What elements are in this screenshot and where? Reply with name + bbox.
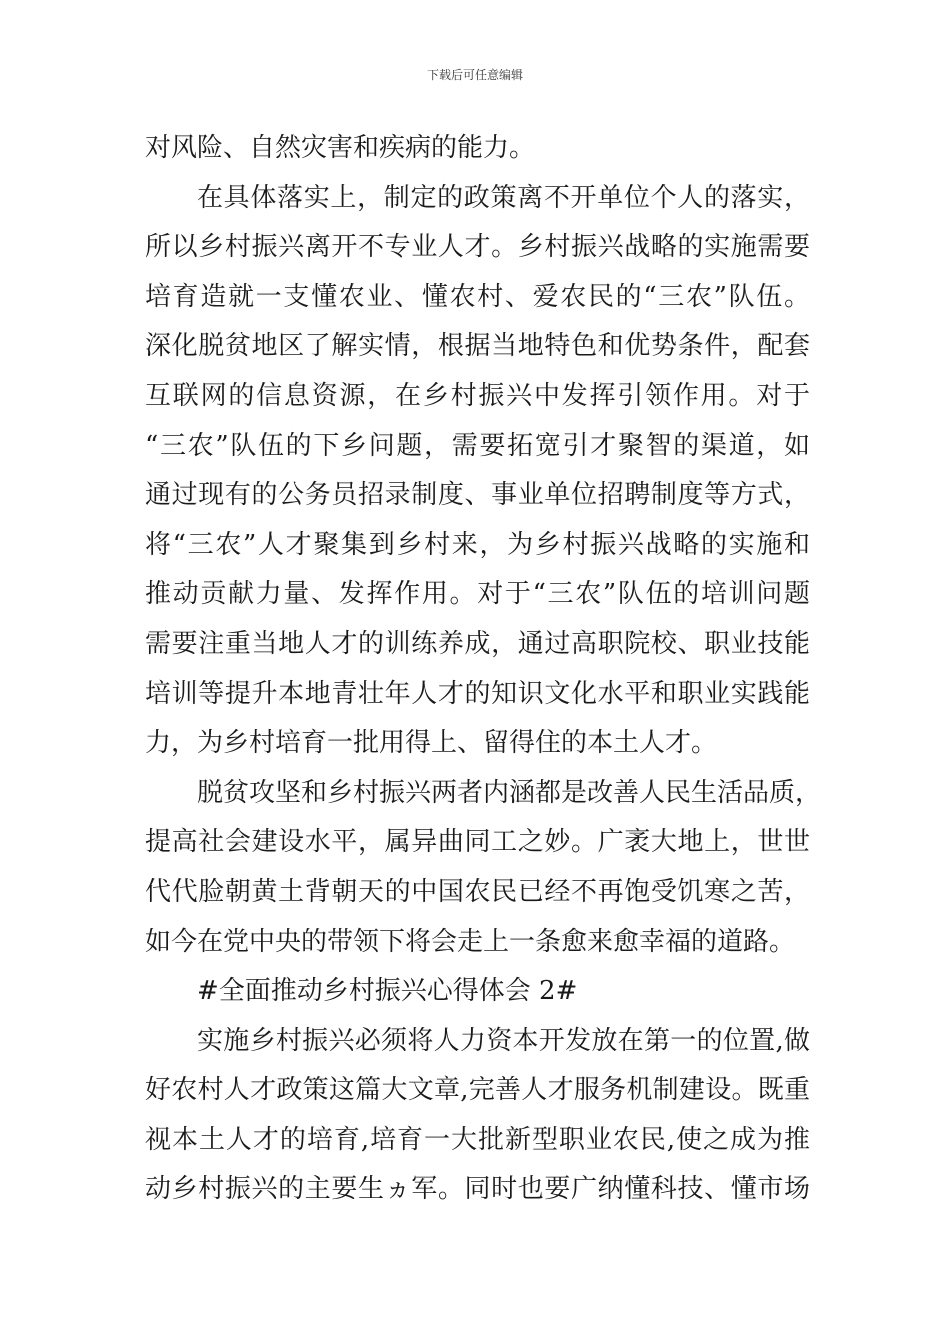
text-line: 培训等提升本地青壮年人才的知识文化水平和职业实践能 [145,678,810,709]
text-line: 推动贡献力量、发挥作用。对于“三农”队伍的培训问题 [145,579,810,610]
text-line: 将“三农”人才聚集到乡村来，为乡村振兴战略的实施和 [145,529,810,560]
text-line: 提高社会建设水平，属异曲同工之妙。广袤大地上，世世 [145,827,810,858]
text-line: 力，为乡村培育一批用得上、留得住的本土人才。 [145,728,718,759]
text-line: 需要注重当地人才的训练养成，通过高职院校、职业技能 [145,628,810,659]
document-body [145,124,822,1215]
text-line: 如今在党中央的带领下将会走上一条愈来愈幸福的道路。 [145,926,796,957]
text-line: 培育造就一支懂农业、懂农村、爱农民的“三农”队伍。 [145,281,810,312]
header-note: 下载后可任意编辑 [426,68,523,82]
text-line: 互联网的信息资源，在乡村振兴中发挥引领作用。对于 [145,380,810,411]
text-line: 视本土人才的培育,培育一大批新型职业农民,使之成为推 [145,1124,810,1155]
text-line: 代代脸朝黄土背朝天的中国农民已经不再饱受饥寒之苦， [145,876,810,907]
text-line: 所以乡村振兴离开不专业人才。乡村振兴战略的实施需要 [145,232,810,263]
text-line: 在具体落实上，制定的政策离不开单位个人的落实， [197,182,810,213]
text-line: 实施乡村振兴必须将人力资本开发放在第一的位置,做 [197,1025,810,1056]
text-line: 好农村人才政策这篇大文章,完善人才服务机制建设。既重 [145,1075,810,1106]
text-line: 动乡村振兴的主要生ヵ军。同时也要广纳懂科技、懂市场 [145,1174,810,1205]
text-line: 深化脱贫地区了解实情，根据当地特色和优势条件，配套 [145,331,810,362]
text-line: 脱贫攻坚和乡村振兴两者内涵都是改善人民生活品质， [197,777,822,808]
text-line: 通过现有的公务员招录制度、事业单位招聘制度等方式， [145,480,810,511]
text-line: “三农”队伍的下乡问题，需要拓宽引才聚智的渠道，如 [145,430,810,461]
text-line: #全面推动乡村振兴心得体会 2# [197,976,578,1007]
text-line: 对风险、自然灾害和疾病的能力。 [145,133,536,163]
